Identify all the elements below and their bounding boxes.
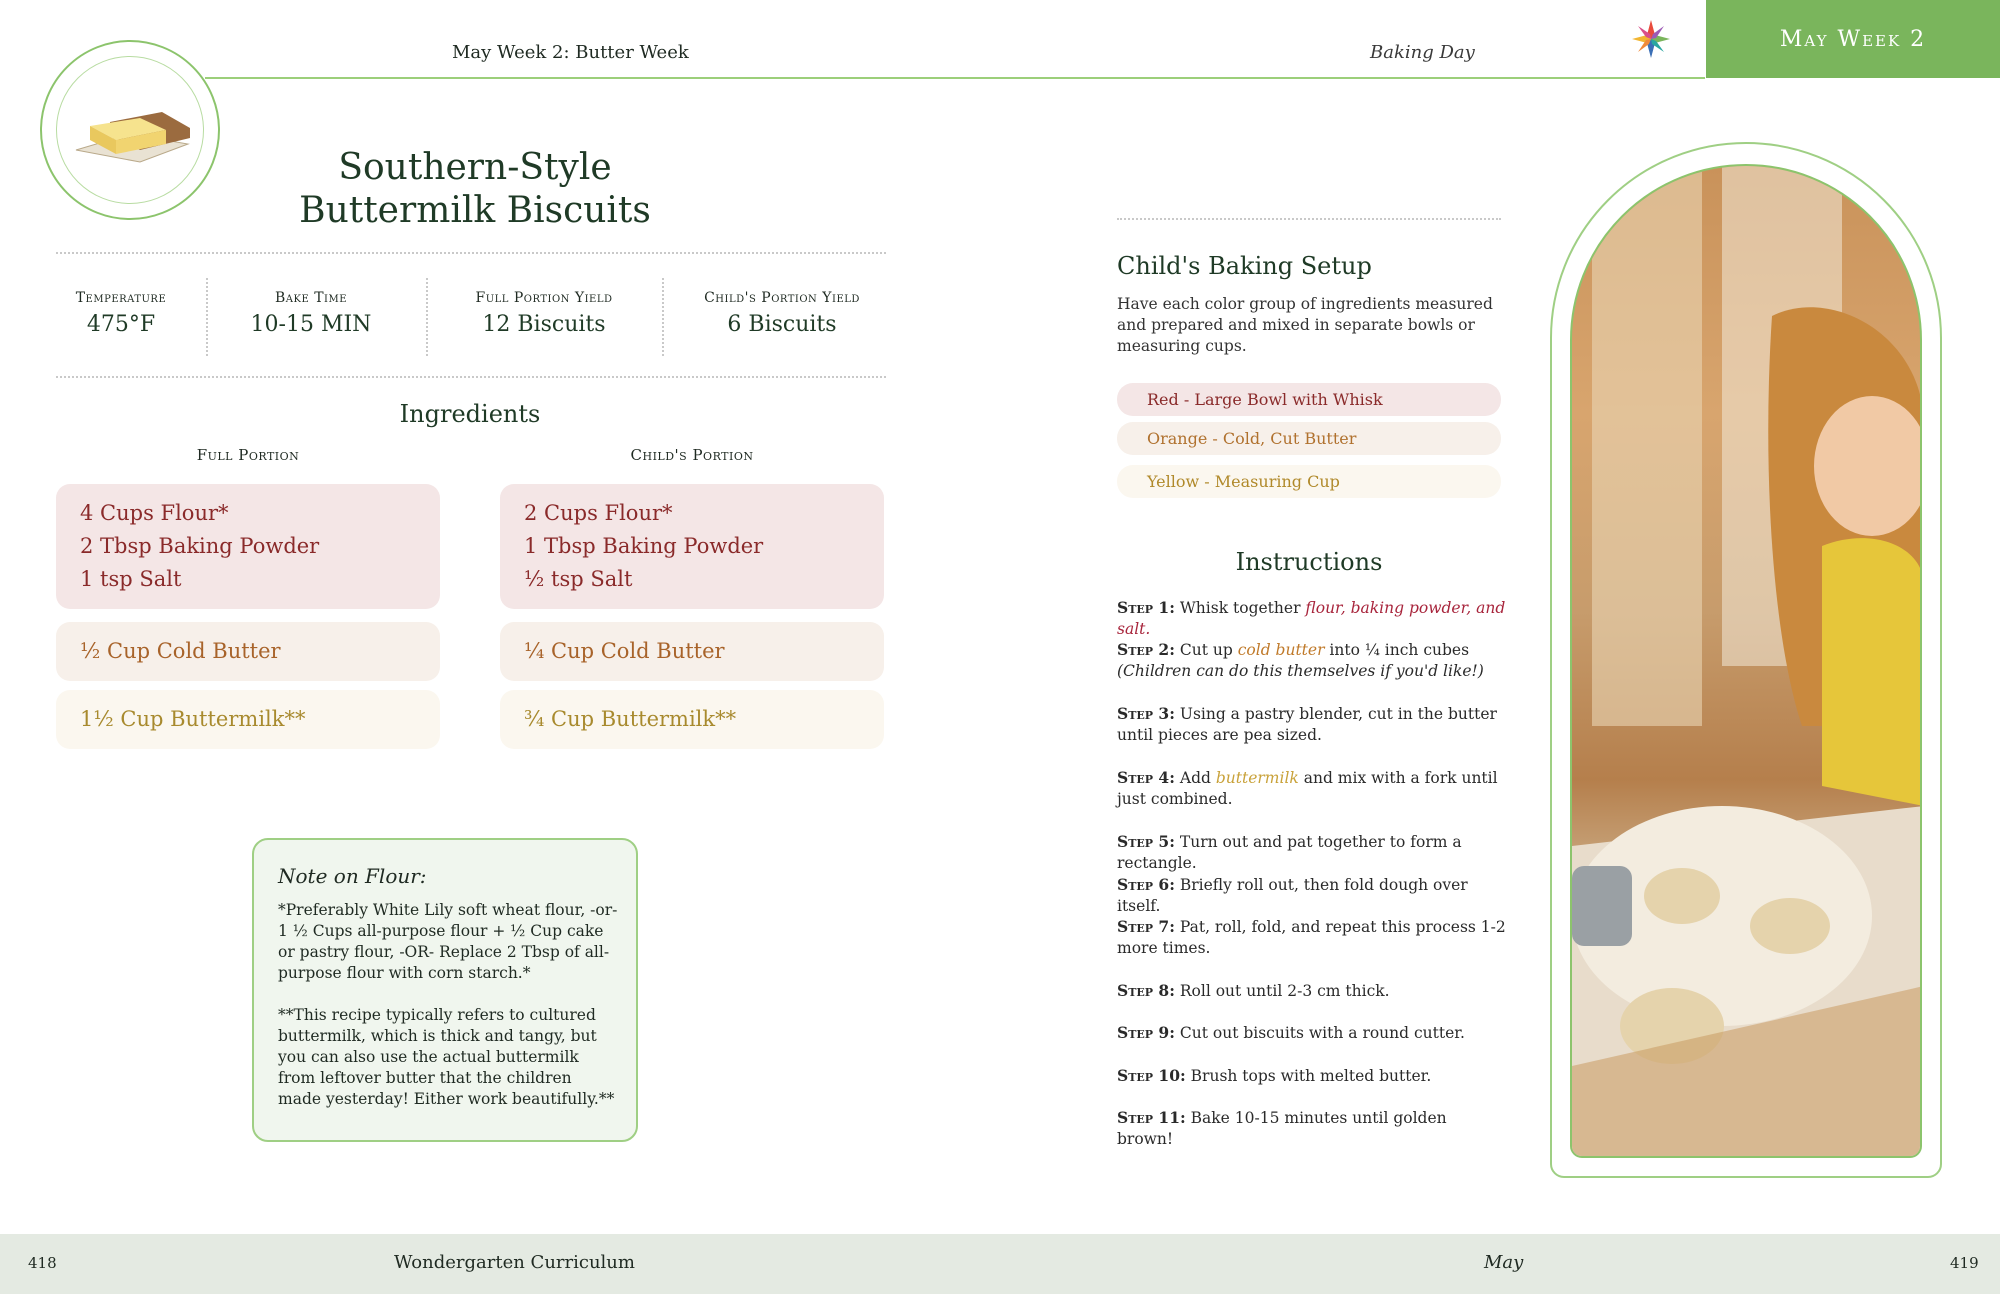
ingredient-item: ¾ Cup Buttermilk** xyxy=(524,707,737,731)
step-1 xyxy=(1117,597,1507,640)
divider-top xyxy=(56,252,886,254)
stat-label: Bake Time xyxy=(274,290,348,306)
child-red-group xyxy=(500,484,884,609)
stat-label: Child's Portion Yield xyxy=(704,290,860,306)
step-text: Cut up xyxy=(1174,641,1238,659)
recipe-title xyxy=(240,146,710,232)
step-note: (Children can do this themselves if you'd like!) xyxy=(1117,662,1484,680)
setup-group-orange: Orange - Cold, Cut Butter xyxy=(1117,422,1501,455)
step-label: Step 9: xyxy=(1117,1023,1175,1042)
stat-full-yield xyxy=(446,290,642,337)
step-text: Cut out biscuits with a round cutter. xyxy=(1174,1024,1465,1042)
step-text: Using a pastry blender, cut in the butter until pieces are pea sized. xyxy=(1117,705,1497,744)
setup-title: Child's Baking Setup xyxy=(1117,252,1372,280)
page-number-right: 419 xyxy=(1950,1254,1979,1272)
child-yellow-group xyxy=(500,690,884,749)
step-label: Step 5: xyxy=(1117,832,1175,851)
note-paragraph-2: **This recipe typically refers to cultured buttermilk, which is thick and tangy, but you can also use the actual buttermilk from leftover butter that the children made yesterday! Either work beautifully.** xyxy=(278,1006,615,1108)
stat-bake-time xyxy=(226,290,396,337)
full-portion-heading: Full Portion xyxy=(196,446,300,464)
stat-value: 10-15 MIN xyxy=(250,312,372,337)
ingredient-item: ½ tsp Salt xyxy=(524,567,633,591)
step-text: into ¼ inch cubes xyxy=(1324,641,1470,659)
step-4 xyxy=(1117,767,1507,810)
note-title: Note on Flour: xyxy=(278,864,427,888)
running-head-left: May Week 2: Butter Week xyxy=(452,42,689,63)
step-label: Step 8: xyxy=(1117,981,1175,1000)
stat-divider xyxy=(206,278,208,356)
child-portion-heading: Child's Portion xyxy=(630,446,754,464)
page-number-left: 418 xyxy=(28,1254,57,1272)
step-highlight: cold butter xyxy=(1237,641,1325,659)
step-5 xyxy=(1117,831,1507,874)
step-label: Step 10: xyxy=(1117,1066,1186,1085)
step-highlight: flour, baking powder, and salt. xyxy=(1117,599,1506,638)
stat-value: 475°F xyxy=(86,312,156,337)
butter-icon xyxy=(70,92,194,172)
step-label: Step 3: xyxy=(1117,704,1175,723)
step-label: Step 4: xyxy=(1117,768,1175,787)
ingredient-item: 1½ Cup Buttermilk** xyxy=(80,707,306,731)
stat-value: 12 Biscuits xyxy=(482,312,606,337)
note-paragraph-1: *Preferably White Lily soft wheat flour, -or- 1 ½ Cups all-purpose flour + ½ Cup cake or pastry flour, -OR- Replace 2 Tbsp of all-purpose flour with corn starch.* xyxy=(278,901,618,982)
step-8 xyxy=(1117,980,1507,1002)
section-name: May xyxy=(1484,1252,1524,1273)
step-highlight: buttermilk xyxy=(1215,769,1299,787)
page-footer xyxy=(0,1234,2000,1294)
step-label: Step 6: xyxy=(1117,875,1175,894)
step-text: Bake 10-15 minutes until golden brown! xyxy=(1117,1109,1447,1148)
setup-group-red: Red - Large Bowl with Whisk xyxy=(1117,383,1501,416)
child-baking-photo xyxy=(1570,164,1922,1158)
book-title: Wondergarten Curriculum xyxy=(394,1252,635,1273)
divider-bottom xyxy=(56,376,886,378)
stat-divider xyxy=(662,278,664,356)
full-yellow-group xyxy=(56,690,440,749)
ingredient-item: 4 Cups Flour* xyxy=(80,501,229,525)
header-rule xyxy=(205,77,1705,79)
setup-text: Have each color group of ingredients measured and prepared and mixed in separate bowls or measuring cups. xyxy=(1117,295,1493,355)
step-text: Briefly roll out, then fold dough over itself. xyxy=(1117,876,1468,915)
full-orange-group xyxy=(56,622,440,681)
step-label: Step 1: xyxy=(1117,598,1175,617)
stat-temperature xyxy=(56,290,186,337)
star-logo-icon xyxy=(1630,18,1672,60)
ingredient-item: 1 Tbsp Baking Powder xyxy=(524,534,764,558)
instructions-heading: Instructions xyxy=(1235,548,1383,576)
step-text: Roll out until 2-3 cm thick. xyxy=(1174,982,1390,1000)
step-10 xyxy=(1117,1065,1507,1087)
step-text: Turn out and pat together to form a rectangle. xyxy=(1117,833,1462,872)
step-text: Whisk together xyxy=(1174,599,1306,617)
step-6 xyxy=(1117,874,1507,917)
step-text: Pat, roll, fold, and repeat this process 1-2 more times. xyxy=(1117,918,1506,957)
step-11 xyxy=(1117,1107,1507,1150)
step-9 xyxy=(1117,1022,1507,1044)
title-line-2: Buttermilk Biscuits xyxy=(299,190,651,231)
step-7 xyxy=(1117,916,1507,959)
setup-divider xyxy=(1117,218,1501,220)
step-3 xyxy=(1117,703,1507,746)
ingredient-item: 1 tsp Salt xyxy=(80,567,182,591)
setup-group-yellow: Yellow - Measuring Cup xyxy=(1117,465,1501,498)
butter-illustration xyxy=(40,40,220,220)
month-tab: May Week 2 xyxy=(1706,0,2000,78)
ingredient-item: 2 Cups Flour* xyxy=(524,501,673,525)
step-text: Brush tops with melted butter. xyxy=(1185,1067,1432,1085)
stat-child-yield xyxy=(682,290,882,337)
ingredients-heading: Ingredients xyxy=(399,400,541,428)
title-line-1: Southern-Style xyxy=(338,147,612,188)
flour-note-box xyxy=(252,838,638,1142)
stat-divider xyxy=(426,278,428,356)
full-red-group xyxy=(56,484,440,609)
stat-value: 6 Biscuits xyxy=(727,312,837,337)
stat-label: Full Portion Yield xyxy=(475,290,613,306)
stat-label: Temperature xyxy=(75,290,167,306)
step-text: Add xyxy=(1174,769,1216,787)
ingredient-item: 2 Tbsp Baking Powder xyxy=(80,534,320,558)
step-label: Step 11: xyxy=(1117,1108,1186,1127)
photo-illustration xyxy=(1572,166,1922,1158)
running-head-right: Baking Day xyxy=(1370,42,1475,63)
step-label: Step 7: xyxy=(1117,917,1175,936)
step-2 xyxy=(1117,639,1507,682)
child-orange-group xyxy=(500,622,884,681)
step-label: Step 2: xyxy=(1117,640,1175,659)
ingredient-item: ¼ Cup Cold Butter xyxy=(524,639,725,663)
ingredient-item: ½ Cup Cold Butter xyxy=(80,639,281,663)
step-text: and mix with a fork until just combined. xyxy=(1117,769,1498,808)
